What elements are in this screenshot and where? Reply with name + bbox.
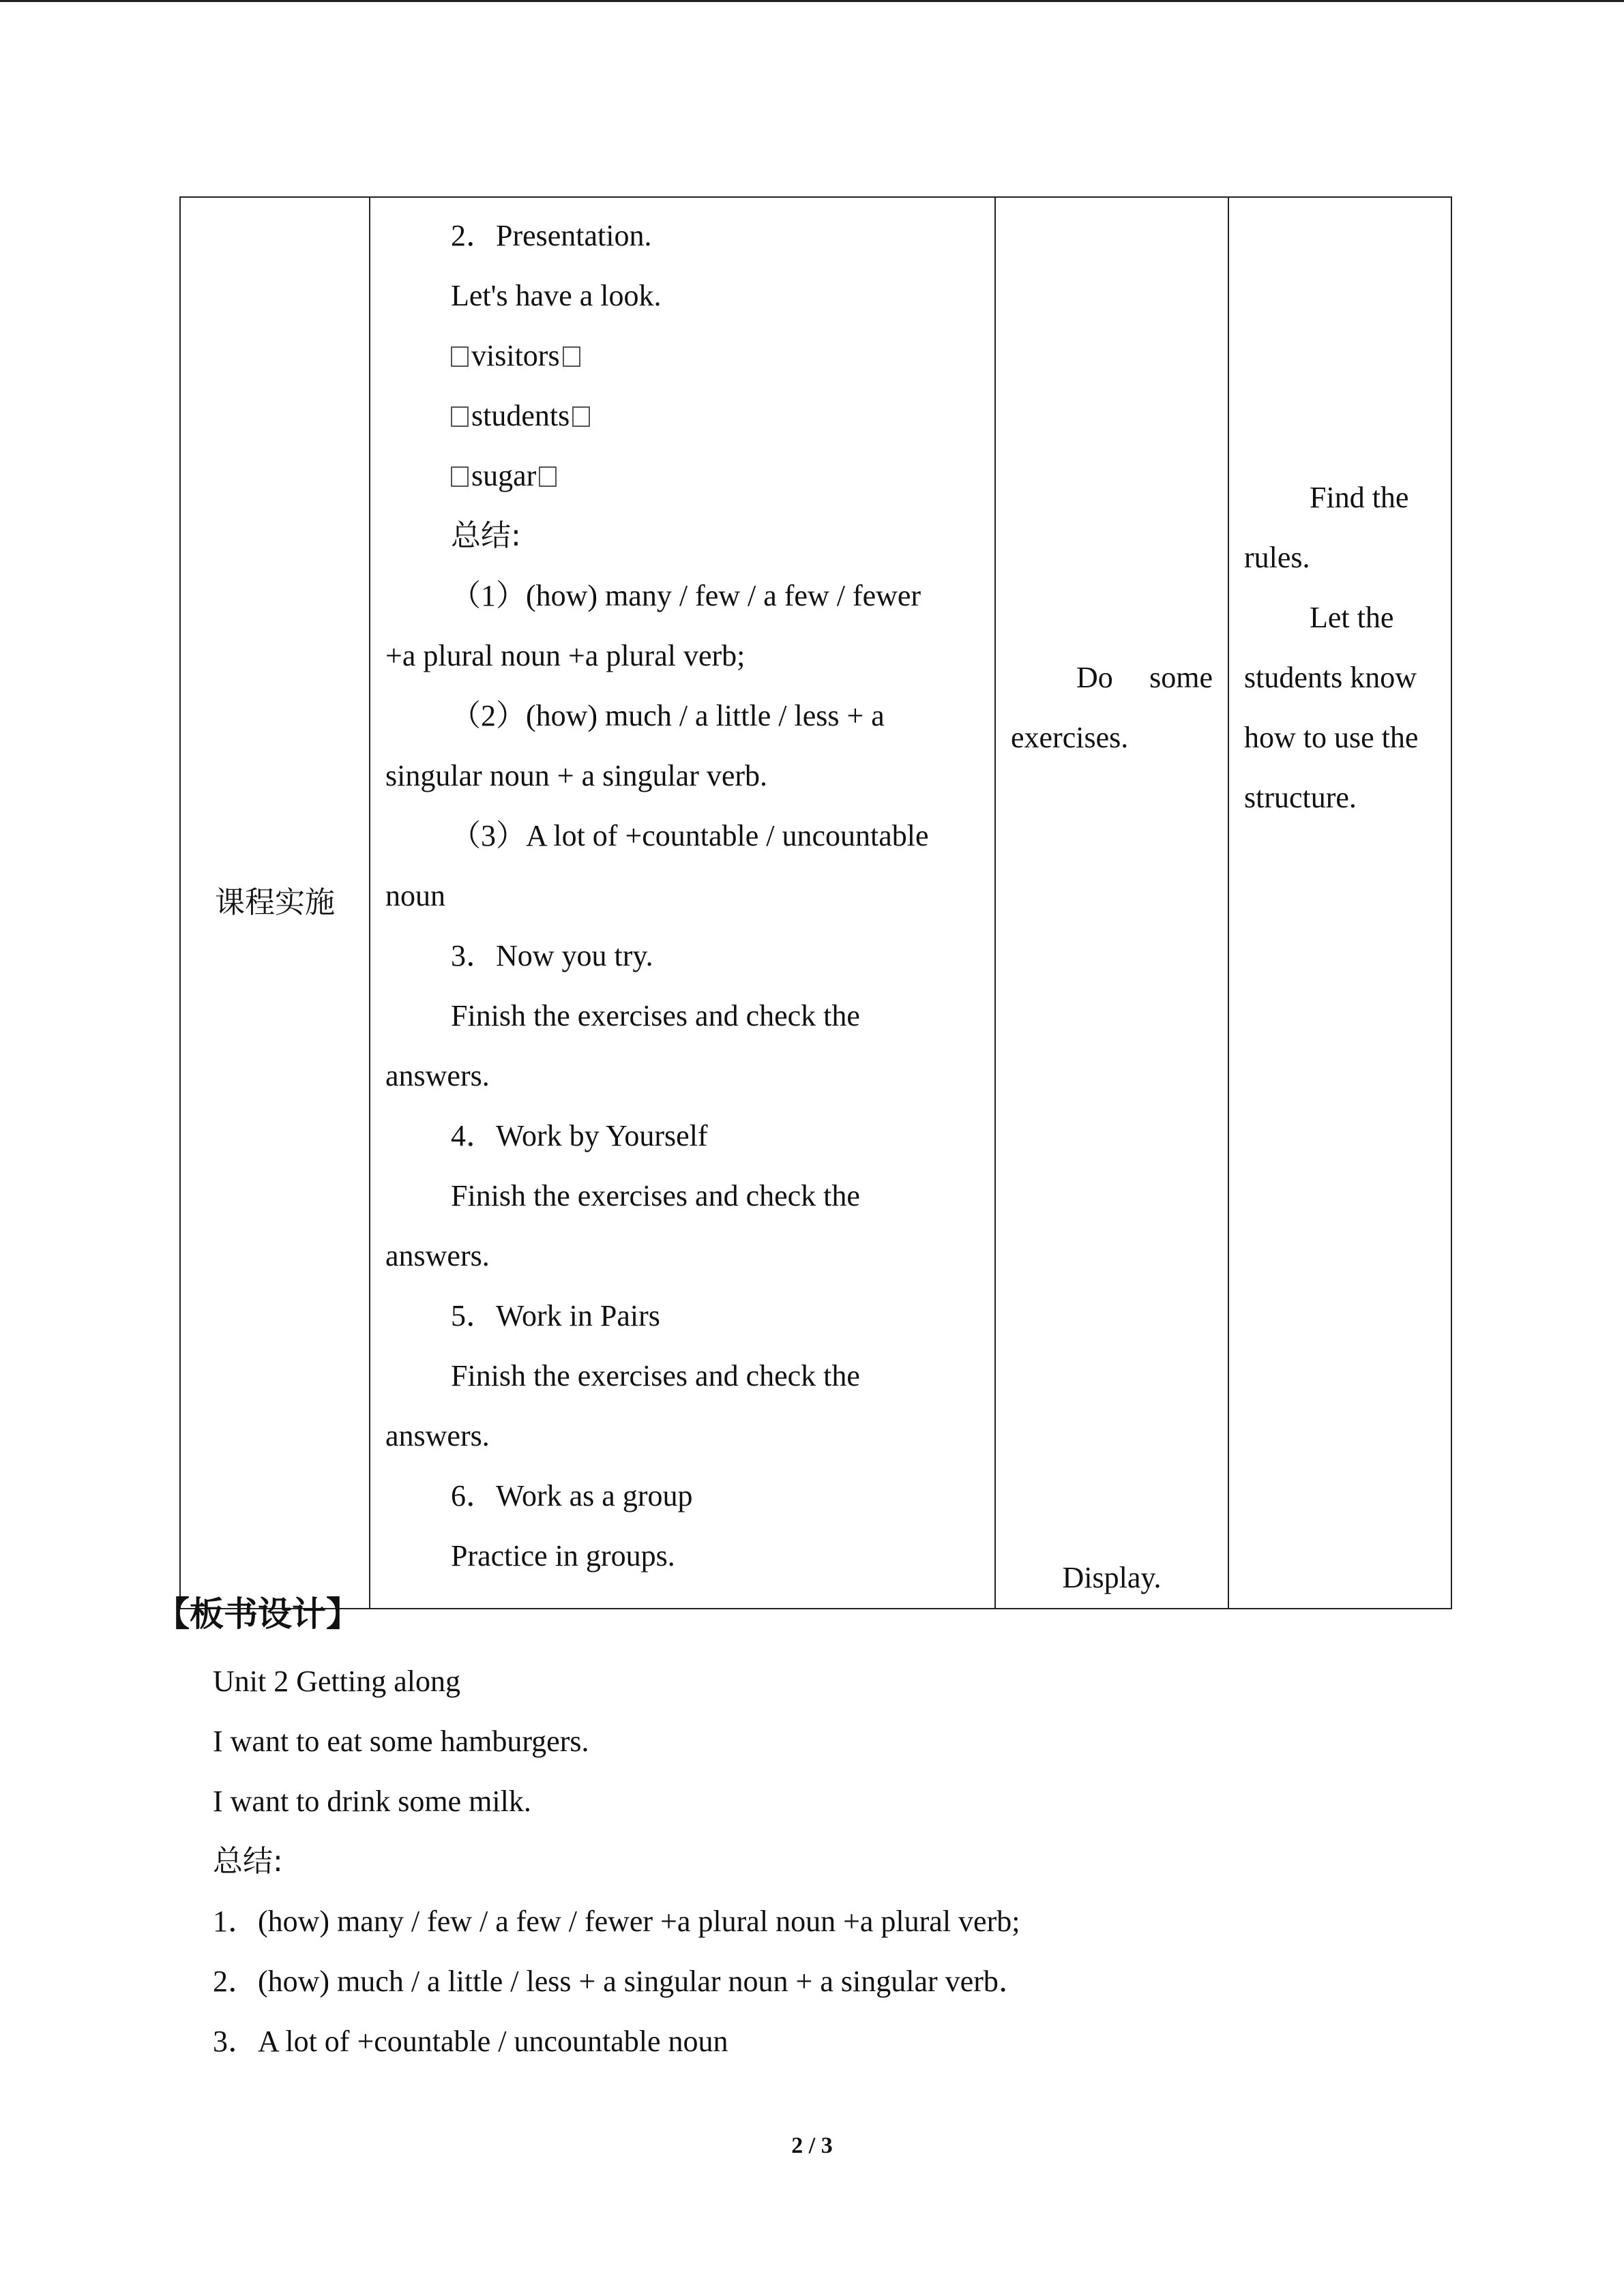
activity-exercise-a: Do some — [1076, 661, 1213, 694]
board-line: 总结: — [213, 1844, 283, 1879]
blank-box-icon — [572, 406, 590, 427]
rule-3-line-a: （3）A lot of +countable / uncountable — [451, 819, 929, 852]
rule-1-line-b: +a plural noun +a plural verb; — [385, 639, 745, 672]
lesson-plan-table — [179, 196, 1452, 1609]
purpose-line: structure. — [1244, 781, 1357, 814]
blank-box-icon — [451, 346, 469, 367]
board-line: 1．(how) many / few / a few / fewer +a plural noun +a plural verb; — [213, 1905, 1020, 1938]
stage-label: 课程实施 — [215, 885, 335, 920]
rule-3-line-b: noun — [385, 879, 445, 912]
page-top-border — [0, 0, 1624, 2]
student-activity-cell — [995, 197, 1228, 1609]
stage-cell — [180, 197, 370, 1609]
rule-2-line-a: （2）(how) much / a little / less + a — [451, 699, 885, 732]
step-4-line-b: answers. — [385, 1239, 490, 1272]
vocab-item: sugar — [385, 446, 979, 506]
board-design-heading: 【板书设计】 — [156, 1594, 360, 1634]
activity-display: Display. — [1062, 1561, 1162, 1594]
vocab-item: visitors — [385, 326, 979, 386]
step-6-heading: 6．Work as a group — [451, 1479, 693, 1512]
presentation-heading: 2．Presentation. — [451, 219, 652, 252]
teaching-steps-cell — [370, 197, 995, 1609]
step-3-line-a: Finish the exercises and check the — [451, 999, 860, 1032]
purpose-line: Let the — [1310, 601, 1394, 634]
step-3-heading: 3．Now you try. — [451, 939, 653, 972]
blank-box-icon — [563, 346, 580, 367]
summary-label: 总结: — [451, 518, 521, 553]
rule-1-line-a: （1）(how) many / few / a few / fewer — [451, 579, 921, 612]
purpose-line: how to use the — [1244, 721, 1419, 754]
blank-box-icon — [539, 466, 557, 487]
step-4-line-a: Finish the exercises and check the — [451, 1179, 860, 1212]
board-line: I want to drink some milk. — [213, 1785, 531, 1818]
table-row — [180, 197, 1451, 1609]
board-line: 2．(how) much / a little / less + a singular noun + a singular verb． — [213, 1965, 1029, 1998]
vocab-item: students — [385, 386, 979, 446]
page-number: 2 / 3 — [791, 2133, 833, 2158]
rule-2-line-b: singular noun + a singular verb. — [385, 759, 768, 792]
blank-box-icon — [451, 406, 469, 427]
purpose-cell — [1228, 197, 1451, 1609]
step-5-heading: 5．Work in Pairs — [451, 1299, 660, 1332]
board-line: I want to eat some hamburgers. — [213, 1725, 589, 1758]
purpose-line: Find the — [1310, 481, 1409, 514]
step-5-line-a: Finish the exercises and check the — [451, 1359, 860, 1392]
board-line: Unit 2 Getting along — [213, 1665, 460, 1698]
blank-box-icon — [451, 466, 469, 487]
activity-exercise-b: exercises. — [1011, 721, 1129, 754]
step-4-heading: 4．Work by Yourself — [451, 1119, 708, 1152]
step-3-line-b: answers. — [385, 1059, 490, 1092]
purpose-line: rules. — [1244, 541, 1310, 574]
board-design-content — [213, 1652, 1029, 2072]
step-5-line-b: answers. — [385, 1419, 490, 1452]
look-line: Let's have a look. — [451, 279, 662, 312]
board-line: 3．A lot of +countable / uncountable noun — [213, 2025, 728, 2058]
purpose-line: students know — [1244, 661, 1417, 694]
step-6-line-a: Practice in groups. — [451, 1539, 675, 1572]
